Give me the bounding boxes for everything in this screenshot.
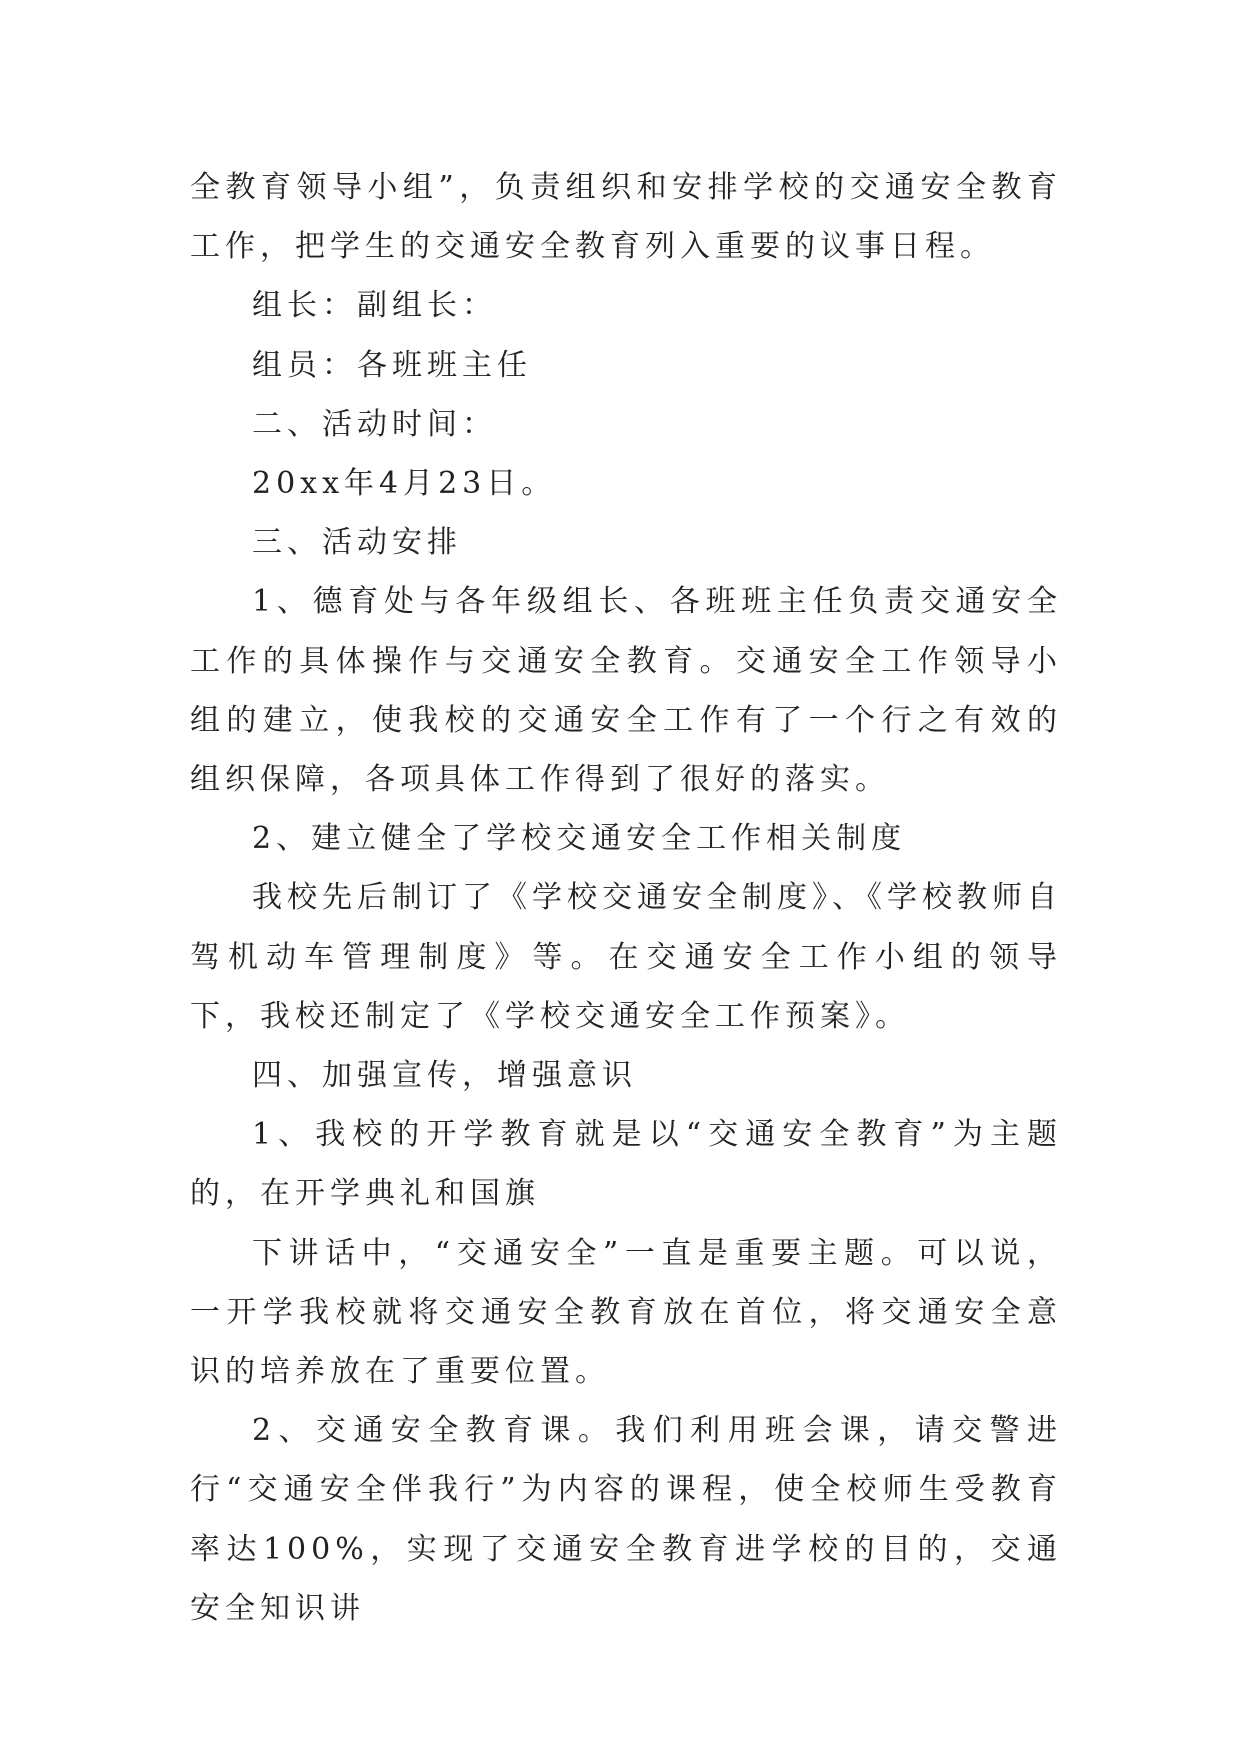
paragraph-12: 下讲话中，“交通安全”一直是重要主题。可以说，一开学我校就将交通安全教育放在首位，将交通安全意识的培养放在了重要位置。	[190, 1235, 1062, 1390]
heading-publicity: 四、加强宣传，增强意识	[252, 1058, 637, 1094]
paragraph-date: 20xx年4月23日。	[252, 466, 557, 502]
paragraph-7: 1、德育处与各年级组长、各班班主任负责交通安全工作的具体操作与交通安全教育。交通安全工作领导小组的建立，使我校的交通安全工作有了一个行之有效的组织保障，各项具体工作得到了很好的落实。	[190, 584, 1062, 798]
paragraph-3: 组员：各班班主任	[252, 347, 532, 383]
paragraph-9: 我校先后制订了《学校交通安全制度》、《学校教师自驾机动车管理制度》等。在交通安全工作小组的领导下，我校还制定了《学校交通安全工作预案》。	[190, 880, 1062, 1034]
heading-activity-arrangement: 三、活动安排	[252, 525, 462, 561]
heading-activity-time: 二、活动时间：	[252, 406, 497, 442]
paragraph-13: 2、交通安全教育课。我们利用班会课，请交警进行“交通安全伴我行”为内容的课程，使全校师生受教育率达100%，实现了交通安全教育进学校的目的，交通安全知识讲	[190, 1413, 1062, 1626]
document-body	[190, 158, 1062, 1638]
paragraph-8: 2、建立健全了学校交通安全工作相关制度	[252, 821, 907, 857]
paragraph-1: 全教育领导小组”，负责组织和安排学校的交通安全教育工作，把学生的交通安全教育列入重要的议事日程。	[190, 170, 1062, 265]
paragraph-11: 1、我校的开学教育就是以“交通安全教育”为主题的，在开学典礼和国旗	[190, 1117, 1062, 1212]
paragraph-2: 组长：副组长：	[252, 288, 497, 324]
